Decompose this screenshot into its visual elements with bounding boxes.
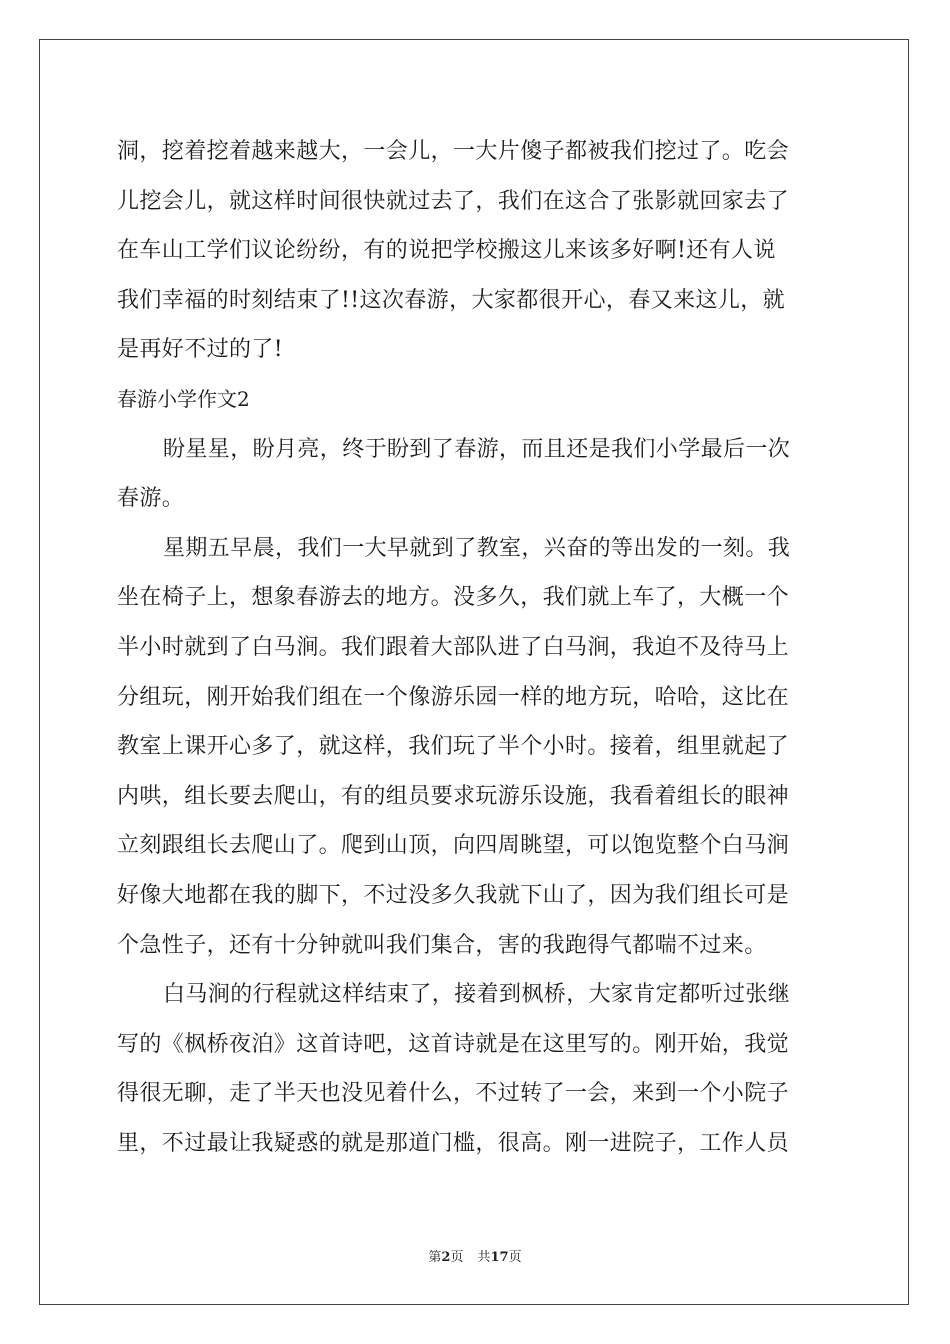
text-line: 内哄，组长要去爬山，有的组员要求玩游乐设施，我看着组长的眼神 xyxy=(117,783,790,809)
text-line: 春游。 xyxy=(117,486,185,512)
text-line: 好像大地都在我的脚下，不过没多久我就下山了，因为我们组长可是 xyxy=(117,882,790,908)
total-suffix: 页 xyxy=(508,1250,522,1265)
text-line: 写的《枫桥夜泊》这首诗吧，这首诗就是在这里写的。刚开始，我觉 xyxy=(117,1031,790,1057)
page-prefix: 第 xyxy=(428,1250,442,1265)
text-line: 盼星星，盼月亮，终于盼到了春游，而且还是我们小学最后一次 xyxy=(163,436,791,462)
text-line: 坐在椅子上，想象春游去的地方。没多久，我们就上车了，大概一个 xyxy=(117,585,790,611)
page-footer xyxy=(0,1246,950,1265)
text-line: 教室上课开心多了，就这样，我们玩了半个小时。接着，组里就起了 xyxy=(117,734,790,760)
page-suffix: 页 xyxy=(450,1250,464,1265)
total-pages: 17 xyxy=(490,1250,509,1265)
text-line: 里，不过最让我疑惑的就是那道门槛，很高。刚一进院子，工作人员 xyxy=(117,1130,790,1156)
text-line: 我们幸福的时刻结束了!!这次春游，大家都很开心，春又来这儿，就 xyxy=(117,287,786,313)
text-line: 半小时就到了白马涧。我们跟着大部队进了白马涧，我迫不及待马上 xyxy=(117,634,790,660)
text-line: 立刻跟组长去爬山了。爬到山顶，向四周眺望，可以饱览整个白马涧 xyxy=(117,833,790,859)
text-line: 洞，挖着挖着越来越大，一会儿，一大片傻子都被我们挖过了。吃会 xyxy=(117,139,790,164)
text-line: 得很无聊，走了半天也没见着什么，不过转了一会，来到一个小院子 xyxy=(117,1081,790,1107)
section-heading: 春游小学作文2 xyxy=(117,386,250,411)
text-line: 个急性子，还有十分钟就叫我们集合，害的我跑得气都喘不过来。 xyxy=(117,932,767,958)
text-line: 星期五早晨，我们一大早就到了教室，兴奋的等出发的一刻。我 xyxy=(163,535,791,561)
text-line: 在车山工学们议论纷纷，有的说把学校搬这儿来该多好啊!还有人说 xyxy=(117,238,776,264)
text-line: 是再好不过的了! xyxy=(117,337,284,363)
page-number: 2 xyxy=(441,1250,451,1265)
text-line: 儿挖会儿，就这样时间很快就过去了，我们在这合了张影就回家去了 xyxy=(117,188,790,214)
text-line: 分组玩，刚开始我们组在一个像游乐园一样的地方玩，哈哈，这比在 xyxy=(117,684,790,710)
total-prefix: 共 xyxy=(477,1250,491,1265)
text-line: 白马涧的行程就这样结束了，接着到枫桥，大家肯定都听过张继 xyxy=(163,982,791,1008)
document-body xyxy=(117,127,833,1168)
